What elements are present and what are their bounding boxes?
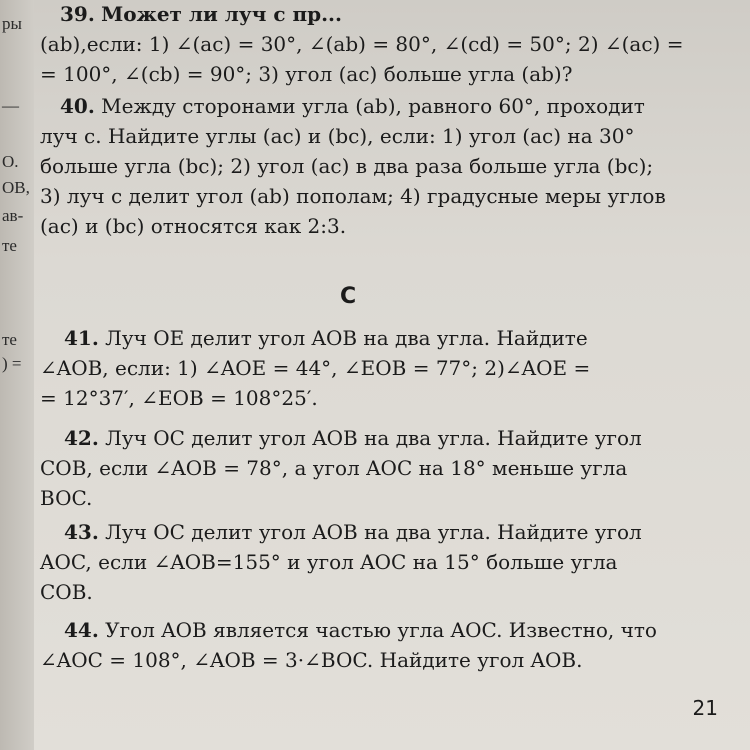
problem-line: = 12°37′, ∠EOB = 108°25′.	[40, 386, 318, 410]
problem-line	[60, 2, 342, 26]
problem-line: (ab),если: 1) ∠(ac) = 30°, ∠(ab) = 80°, ∠(cd) = 50°; 2) ∠(ac) =	[40, 32, 684, 56]
problem-number: 41.	[64, 326, 99, 350]
problem-text: Между сторонами угла (ab), равного 60°, проходит	[101, 94, 645, 118]
problem-number: 42.	[64, 426, 99, 450]
problem-line	[60, 94, 645, 118]
problem-line: AOC, если ∠AOB=155° и угол AOC на 15° больше угла	[40, 550, 618, 574]
problem-text: Угол AOB является частью угла AOC. Известно, что	[105, 618, 657, 642]
margin-fragment: ) =	[2, 354, 22, 373]
problem-text: Может ли луч с пр...	[101, 2, 342, 26]
problem-number: 43.	[64, 520, 99, 544]
problem-number: 39.	[60, 2, 95, 26]
previous-page-margin	[0, 0, 34, 750]
problem-line: ∠AOB, если: 1) ∠AOE = 44°, ∠EOB = 77°; 2)∠AOE =	[40, 356, 591, 380]
problem-line: COB.	[40, 580, 93, 604]
problem-line	[64, 618, 657, 642]
margin-fragment: те	[2, 330, 17, 349]
margin-fragment: О.	[2, 152, 19, 171]
margin-fragment: ав-	[2, 206, 24, 225]
problem-line: (ac) и (bc) относятся как 2:3.	[40, 214, 347, 238]
margin-fragment: —	[2, 96, 19, 115]
problem-text: Луч OC делит угол AOB на два угла. Найдите угол	[105, 520, 642, 544]
problem-line	[64, 426, 642, 450]
problem-line: = 100°, ∠(cb) = 90°; 3) угол (ac) больше угла (ab)?	[40, 62, 573, 86]
problem-line: 3) луч c делит угол (ab) пополам; 4) градусные меры углов	[40, 184, 666, 208]
problem-line: луч c. Найдите углы (ac) и (bc), если: 1) угол (ac) на 30°	[40, 124, 635, 148]
margin-fragment: ОВ,	[2, 178, 30, 197]
problem-text: Луч OC делит угол AOB на два угла. Найдите угол	[105, 426, 642, 450]
page-number: 21	[692, 696, 718, 720]
margin-fragment: те	[2, 236, 17, 255]
problem-number: 40.	[60, 94, 95, 118]
problem-line	[64, 520, 642, 544]
problem-line: ∠AOC = 108°, ∠AOB = 3·∠BOC. Найдите угол AOB.	[40, 648, 583, 672]
problem-line: больше угла (bc); 2) угол (ac) в два раза больше угла (bc);	[40, 154, 654, 178]
problem-line	[64, 326, 588, 350]
problem-number: 44.	[64, 618, 99, 642]
margin-fragment: ры	[2, 14, 22, 33]
problem-line: BOC.	[40, 486, 93, 510]
problem-line: COB, если ∠AOB = 78°, а угол AOC на 18° меньше угла	[40, 456, 628, 480]
problem-text: Луч OE делит угол AOB на два угла. Найдите	[105, 326, 588, 350]
section-heading: C	[340, 284, 357, 309]
